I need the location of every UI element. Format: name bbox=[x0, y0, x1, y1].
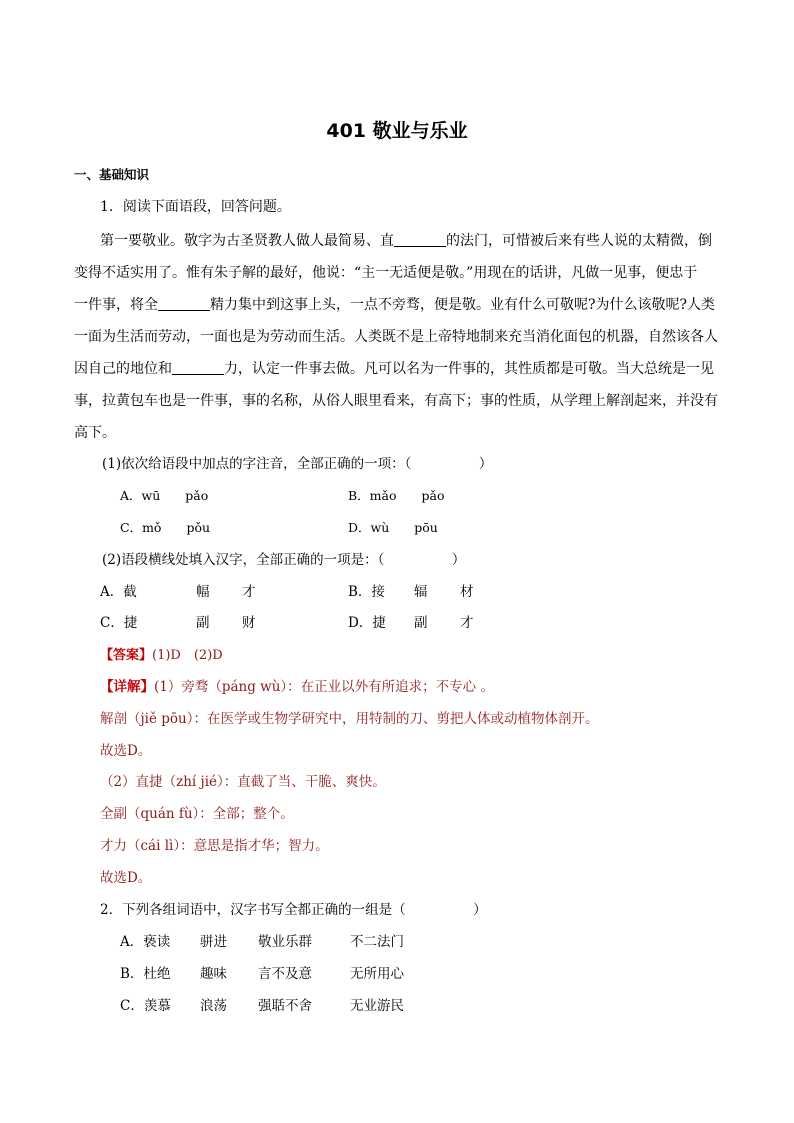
question-2-stem: 2．下列各组词语中，汉字书写全都正确的一组是（ ） bbox=[100, 902, 487, 918]
sub1-option-b: B．mǎo pǎo bbox=[348, 488, 445, 503]
question-1-stem: 1．阅读下面语段，回答问题。 bbox=[100, 199, 291, 215]
sub2-option-c: C．捷 副 财 bbox=[100, 615, 256, 631]
section-heading: 一、基础知识 bbox=[74, 167, 150, 182]
passage-line-2: 变得不适实用了。惟有朱子解的最好，他说：“主一无适便是敬。”用现在的话讲，凡做一见事，便忠于 bbox=[74, 265, 698, 281]
reading-passage bbox=[74, 225, 720, 449]
q2-option-c: C．羡慕 浪荡 强聒不舍 无业游民 bbox=[120, 998, 404, 1014]
answer-line bbox=[100, 644, 223, 663]
passage-line-7: 高下。 bbox=[74, 425, 116, 441]
sub2-option-b: B．接 辐 材 bbox=[348, 584, 474, 600]
detail-line-3: 故选D。 bbox=[100, 743, 152, 759]
sub1-option-c: C．mǒ pǒu bbox=[120, 520, 211, 535]
detail-line-4: （2）直捷（zhí jié）：直截了当、干脆、爽快。 bbox=[100, 774, 386, 790]
detail-tag: 【详解】 bbox=[100, 679, 154, 695]
detail-line-5: 全副（quán fù）：全部；整个。 bbox=[100, 806, 294, 822]
detail-line-1: 【详解】(1）旁骛（páng wù）：在正业以外有所追求；不专心 。 bbox=[100, 679, 494, 695]
answer-tag: 【答案】 bbox=[100, 648, 153, 663]
passage-line-4: 一面为生活而劳动，一面也是为劳动而生活。人类既不是上帝特地制来充当消化面包的机器，自然该各人 bbox=[74, 329, 718, 345]
page-title: 401 敬业与乐业 bbox=[326, 120, 468, 142]
answer-text: (1)D (2)D bbox=[152, 648, 223, 663]
q2-option-a: A．亵读 骈进 敬业乐群 不二法门 bbox=[120, 934, 404, 950]
fill-blank-2 bbox=[158, 296, 210, 311]
detail-line-7: 故选D。 bbox=[100, 870, 152, 886]
passage-line-6: 事，拉黄包车也是一件事，事的名称，从俗人眼里看来，有高下；事的性质，从学理上解剖起来，并没有 bbox=[74, 393, 718, 409]
passage-line-3: 一件事，将全 精力集中到这事上头，一点不旁骛，便是敬。业有什么可敬呢?为什么该敬呢?人类 bbox=[74, 297, 716, 313]
sub-question-1: (1)依次给语段中加点的字注音，全部正确的一项：（ ） bbox=[102, 456, 493, 472]
fill-blank-1 bbox=[394, 232, 446, 247]
sub2-option-d: D．捷 副 才 bbox=[348, 615, 474, 631]
sub1-option-d: D．wù pōu bbox=[348, 520, 438, 535]
passage-line-5: 因自己的地位和 力，认定一件事去做。凡可以名为一件事的，其性质都是可敬。当大总统是一见 bbox=[74, 361, 714, 377]
detail-line-2: 解剖（jiě pōu）：在医学或生物学研究中，用特制的刀、剪把人体或动植物体剖开。 bbox=[100, 711, 599, 727]
sub-question-2: (2)语段横线处填入汉字，全部正确的一项是：（ ） bbox=[102, 552, 466, 568]
sub2-option-a: A．截 幅 才 bbox=[100, 584, 256, 600]
fill-blank-3 bbox=[172, 360, 224, 375]
passage-line-1: 第一要敬业。敬字为古圣贤教人做人最简易、直 的法门，可惜被后来有些人说的太精微，倒 bbox=[100, 233, 712, 249]
detail-line-6: 才力（cái lì）：意思是指才华；智力。 bbox=[100, 838, 329, 854]
sub1-option-a: A．wū pǎo bbox=[120, 488, 209, 503]
q2-option-b: B．杜绝 趣味 言不及意 无所用心 bbox=[120, 966, 404, 982]
